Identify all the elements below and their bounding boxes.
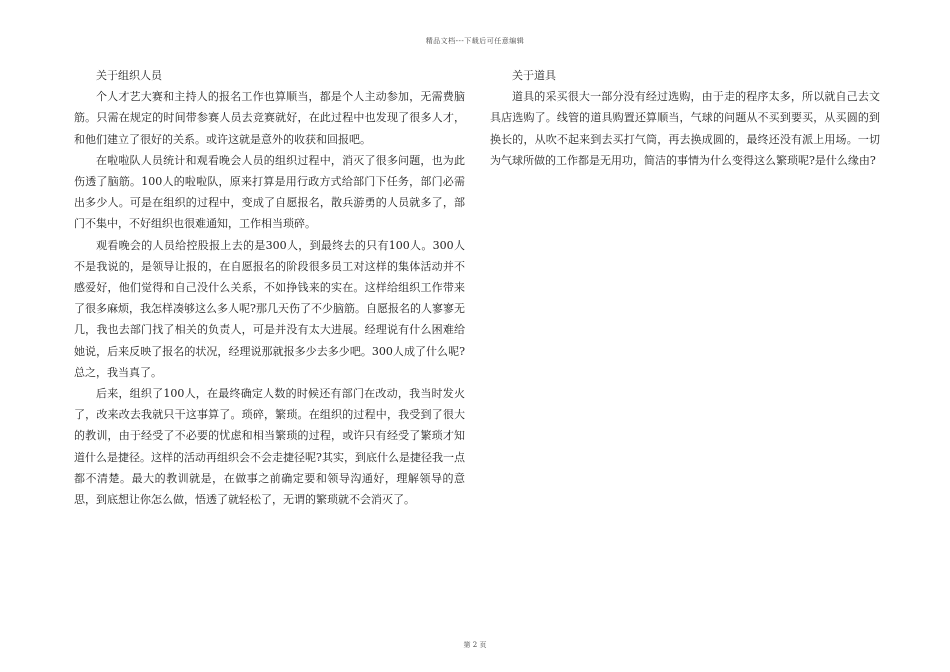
paragraph: 后来，组织了100人，在最终确定人数的时候还有部门在改动，我当时发火了，改来改去我就只干这事算了。琐碎，繁琐。在组织的过程中，我受到了很大的教训，由于经受了不必要的忧虑和相当繁琐的过程，或许只有经受了繁琐才知道什么是捷径。这样的活动再组织会不会走捷径呢?其实，到底什么是捷径我一点都不清楚。最大的教训就是，在做事之前确定要和领导沟通好，理解领导的意思，到底想让你怎么做，悟透了就轻松了，无谓的繁琐就不会消灭了。 xyxy=(74,387,465,507)
page-number: 第 2 页 xyxy=(463,641,487,649)
page-header: 精品文档---下载后可任意编辑 xyxy=(425,37,525,45)
paragraph: 个人才艺大赛和主持人的报名工作也算顺当，都是个人主动参加，无需费脑筋。只需在规定的时间带参赛人员去竞赛就好，在此过程中也发现了很多人才，和他们建立了很好的关系。或许这就是意外的收获和回报吧。 xyxy=(74,90,465,146)
right-column xyxy=(490,65,880,171)
paragraph: 在啦啦队人员统计和观看晚会人员的组织过程中，消灭了很多问题，也为此伤透了脑筋。100人的啦啦队，原来打算是用行政方式给部门下任务，部门必需出多少人。可是在组织的过程中，变成了自愿报名，散兵游勇的人员就多了，部门不集中，不好组织也很难通知，工作相当琐碎。 xyxy=(74,153,465,231)
left-column xyxy=(74,65,465,510)
paragraph: 观看晚会的人员给控股报上去的是300人，到最终去的只有100人。300人不是我说的，是领导让报的，在自愿报名的阶段很多员工对这样的集体活动并不感爱好，他们觉得和自己没什么关系，不如挣钱来的实在。这样给组织工作带来了很多麻烦，我怎样凑够这么多人呢?那几天伤了不少脑筋。自愿报名的人寥寥无几，我也去部门找了相关的负责人，可是并没有太大进展。经理说有什么困难给她说，后来反映了报名的状况，经理说那就报多少去多少吧。300人成了什么呢?总之，我当真了。 xyxy=(74,238,465,379)
paragraph: 道具的采买很大一部分没有经过选购，由于走的程序太多，所以就自己去文具店选购了。线管的道具购置还算顺当，气球的问题从不买到要买，从买圆的到换长的，从吹不起来到去买打气筒，再去换成圆的，最终还没有派上用场。一切为气球所做的工作都是无用功，简洁的事情为什么变得这么繁琐呢?是什么缘由? xyxy=(490,90,880,167)
section-heading-props: 关于道具 xyxy=(512,69,556,82)
section-heading-organization: 关于组织人员 xyxy=(96,69,162,82)
